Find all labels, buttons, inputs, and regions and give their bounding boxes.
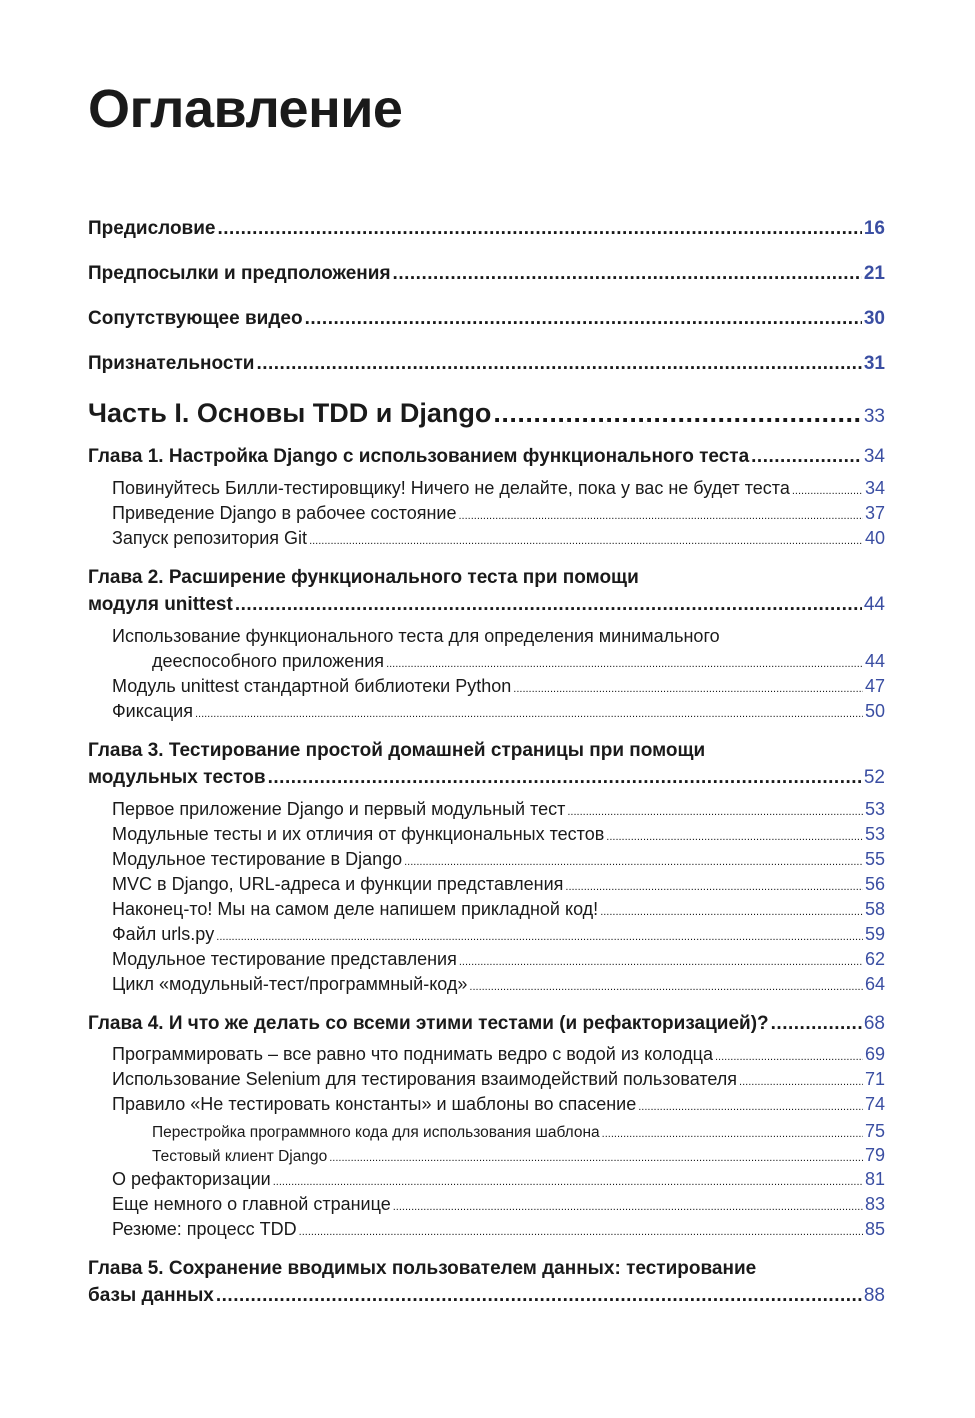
- toc-section[interactable]: Запуск репозитория Git ..... 40: [88, 528, 885, 549]
- page-number: 52: [863, 767, 885, 788]
- toc-entry-chapter-5-line1[interactable]: Глава 5. Сохранение вводимых пользователем данных: тестирование: [88, 1258, 757, 1279]
- page-number: 83: [864, 1194, 885, 1214]
- toc-entry-chapter-4[interactable]: Глава 4. И что же делать со всеми этими тестами (и рефакторизацией)? ..... 68: [88, 1013, 885, 1035]
- page-number: 34: [863, 446, 885, 467]
- toc-subsection[interactable]: Тестовый клиент Django ..... 79: [88, 1145, 885, 1166]
- page-number: 50: [864, 701, 885, 721]
- toc-entry-chapter-3[interactable]: модульных тестов ..... 52: [88, 767, 885, 789]
- page-number: 47: [864, 676, 885, 696]
- page-number: 81: [864, 1169, 885, 1189]
- page-number: 34: [864, 478, 885, 498]
- toc-entry-chapter-1[interactable]: Глава 1. Настройка Django с использованием функционального теста ..... 34: [88, 446, 885, 468]
- page-number: 74: [864, 1094, 885, 1114]
- page-number: 53: [864, 799, 885, 819]
- toc-entry-chapter-5[interactable]: базы данных ..... 88: [88, 1285, 885, 1307]
- page-number: 64: [864, 974, 885, 994]
- toc-section[interactable]: Первое приложение Django и первый модульный тест ..... 53: [88, 799, 885, 820]
- page-number: 56: [864, 874, 885, 894]
- toc-section[interactable]: Правило «Не тестировать константы» и шаблоны во спасение ..... 74: [88, 1094, 885, 1115]
- page-number: 30: [863, 308, 885, 329]
- page-number: 88: [863, 1285, 885, 1306]
- toc-entry-chapter-3-line1[interactable]: Глава 3. Тестирование простой домашней страницы при помощи: [88, 740, 706, 761]
- toc-section[interactable]: MVC в Django, URL-адреса и функции представления ..... 56: [88, 874, 885, 895]
- page-number: 68: [863, 1013, 885, 1034]
- toc-entry-chapter-2-line1[interactable]: Глава 2. Расширение функционального теста при помощи: [88, 567, 639, 588]
- toc-section[interactable]: Модульное тестирование в Django ..... 55: [88, 849, 885, 870]
- toc-section[interactable]: Повинуйтесь Билли-тестировщику! Ничего не делайте, пока у вас не будет теста ..... 34: [88, 478, 885, 499]
- toc-section[interactable]: Модульное тестирование представления ..... 62: [88, 949, 885, 970]
- toc-entry-video[interactable]: Сопутствующее видео ..... 30: [88, 308, 885, 330]
- page-number: 55: [864, 849, 885, 869]
- toc-section[interactable]: Модуль unittest стандартной библиотеки Python ..... 47: [88, 676, 885, 697]
- page-title: Оглавление: [88, 79, 403, 139]
- toc-section[interactable]: Приведение Django в рабочее состояние ..... 37: [88, 503, 885, 524]
- page-number: 33: [863, 406, 885, 427]
- toc-section[interactable]: Фиксация ..... 50: [88, 701, 885, 722]
- toc-section[interactable]: Наконец-то! Мы на самом деле напишем прикладной код! ..... 58: [88, 899, 885, 920]
- toc-entry-preface[interactable]: Предисловие ..... 16: [88, 218, 885, 240]
- toc-section[interactable]: О рефакторизации ..... 81: [88, 1169, 885, 1190]
- toc-section-line1[interactable]: Использование функционального теста для определения минимального: [112, 626, 720, 646]
- page-number: 40: [864, 528, 885, 548]
- page-number: 44: [863, 594, 885, 615]
- page-number: 53: [864, 824, 885, 844]
- page-number: 44: [864, 651, 885, 671]
- page-number: 59: [864, 924, 885, 944]
- page-number: 71: [864, 1069, 885, 1089]
- toc-section[interactable]: Файл urls.py ..... 59: [88, 924, 885, 945]
- toc-entry-chapter-2[interactable]: модуля unittest ..... 44: [88, 594, 885, 616]
- page-number: 37: [864, 503, 885, 523]
- toc-section[interactable]: Модульные тесты и их отличия от функциональных тестов ..... 53: [88, 824, 885, 845]
- toc-entry-acknowledgements[interactable]: Признательности ..... 31: [88, 353, 885, 375]
- page-number: 16: [863, 218, 885, 239]
- page-number: 79: [864, 1145, 885, 1165]
- page-number: 69: [864, 1044, 885, 1064]
- toc-subsection[interactable]: Перестройка программного кода для использования шаблона ..... 75: [88, 1121, 885, 1142]
- page-number: 85: [864, 1219, 885, 1239]
- toc-section[interactable]: Использование Selenium для тестирования взаимодействий пользователя ..... 71: [88, 1069, 885, 1090]
- page-number: 21: [863, 263, 885, 284]
- toc-section[interactable]: Цикл «модульный-тест/программный-код» ..... 64: [88, 974, 885, 995]
- page-number: 62: [864, 949, 885, 969]
- toc-entry-part-1[interactable]: Часть I. Основы TDD и Django ..... 33: [88, 398, 885, 429]
- toc-entry-prerequisites[interactable]: Предпосылки и предположения ..... 21: [88, 263, 885, 285]
- toc-section[interactable]: дееспособного приложения ..... 44: [88, 651, 885, 672]
- toc-section[interactable]: Программировать – все равно что поднимать ведро с водой из колодца ..... 69: [88, 1044, 885, 1065]
- toc-section[interactable]: Резюме: процесс TDD ..... 85: [88, 1219, 885, 1240]
- page-number: 58: [864, 899, 885, 919]
- toc-section[interactable]: Еще немного о главной странице ..... 83: [88, 1194, 885, 1215]
- page-number: 75: [864, 1121, 885, 1141]
- page-number: 31: [863, 353, 885, 374]
